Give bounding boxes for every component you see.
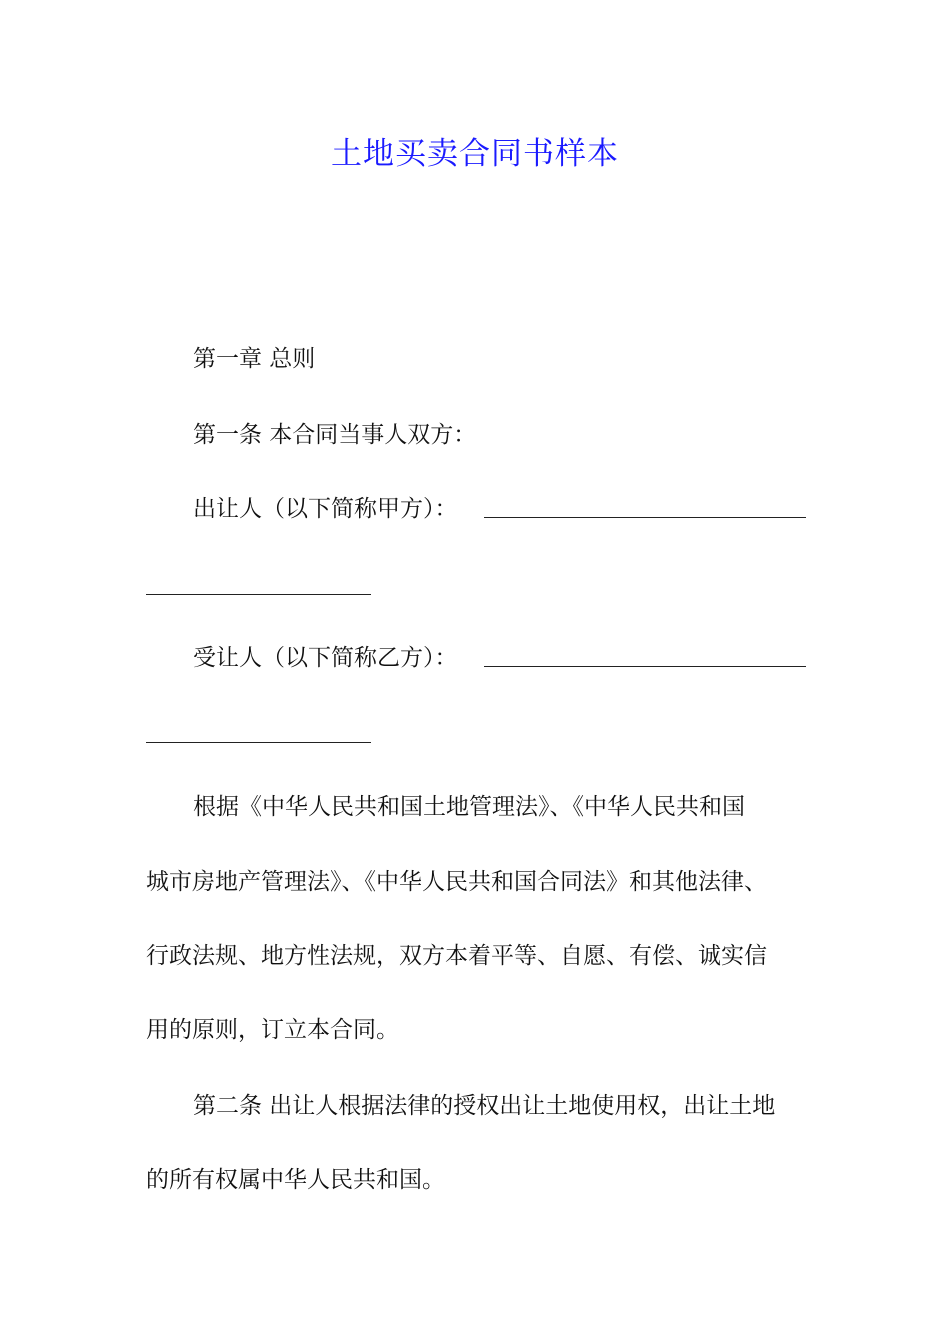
basis-paragraph-line: 城市房地产管理法》、《中华人民共和国合同法》和其他法律、 <box>146 869 767 895</box>
article-1-heading: 第一条 本合同当事人双方： <box>193 422 477 448</box>
grantee-label: 受让人（以下简称乙方）： <box>193 645 458 671</box>
chapter-heading: 第一章 总则 <box>193 346 316 372</box>
article-2-line: 第二条 出让人根据法律的授权出让土地使用权，出让土地 <box>193 1093 776 1119</box>
grantee-blank-continuation <box>146 742 371 743</box>
article-2-line: 的所有权属中华人民共和国。 <box>146 1167 445 1193</box>
grantor-blank-line <box>484 517 806 518</box>
document-title: 土地买卖合同书样本 <box>331 136 619 172</box>
basis-paragraph-line: 行政法规、地方性法规，双方本着平等、自愿、有偿、诚实信 <box>146 943 767 969</box>
grantee-blank-line <box>484 666 806 667</box>
basis-paragraph-line: 用的原则，订立本合同。 <box>146 1017 399 1043</box>
grantor-label: 出让人（以下简称甲方）： <box>193 496 458 522</box>
grantor-blank-continuation <box>146 594 371 595</box>
basis-paragraph-line: 根据《中华人民共和国土地管理法》、《中华人民共和国 <box>193 794 745 820</box>
